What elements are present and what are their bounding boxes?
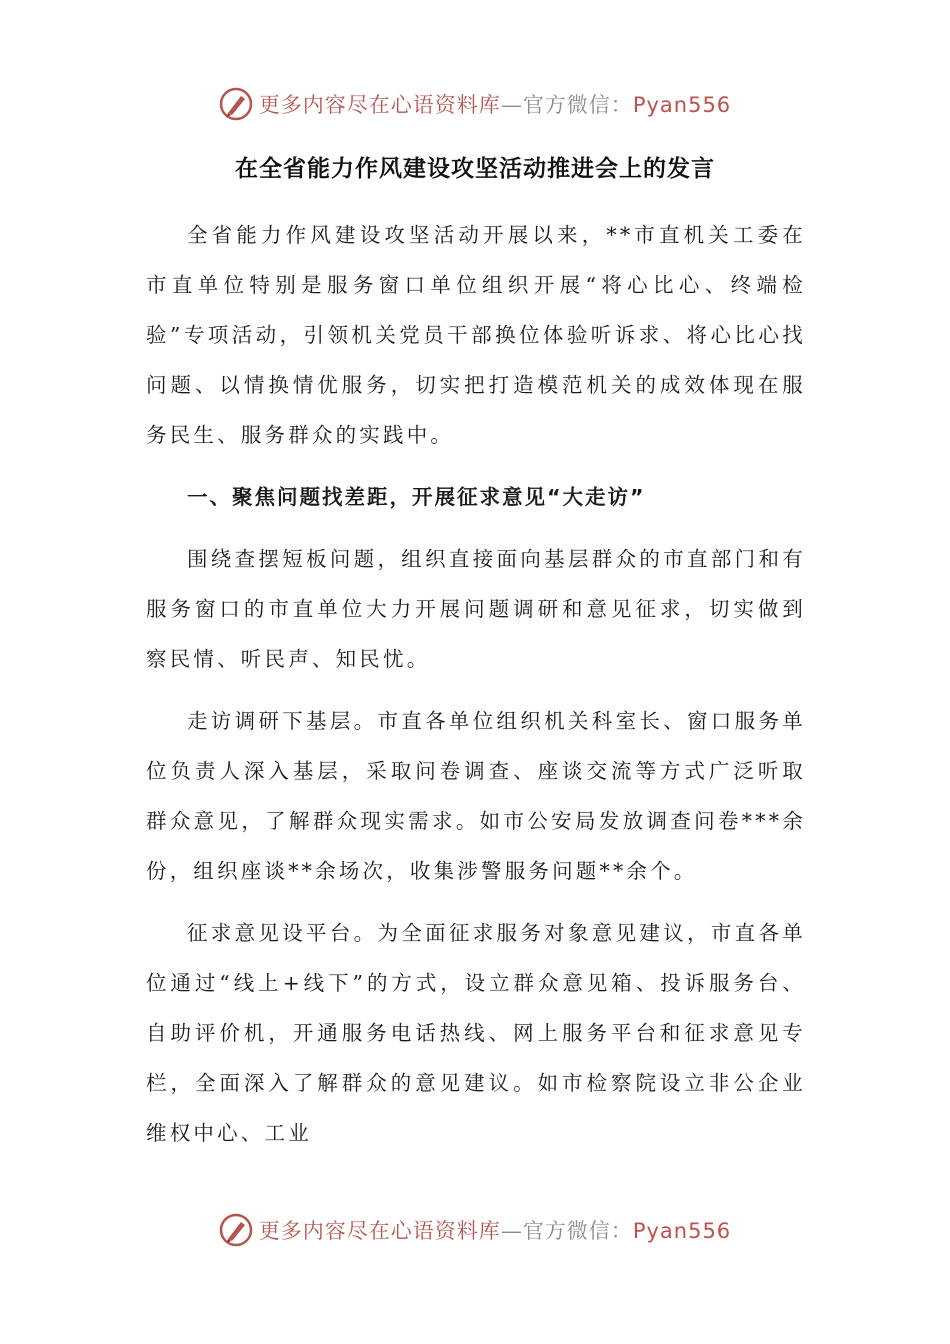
body-paragraph: 走访调研下基层。市直各单位组织机关科室长、窗口服务单位负责人深入基层，采取问卷调查、座谈交流等方式广泛听取群众意见，了解群众现实需求。如市公安局发放调查问卷***余份，组织座谈**余场次，收集涉警服务问题**余个。 bbox=[146, 709, 806, 883]
watermark-dash: — bbox=[500, 1219, 523, 1243]
header-watermark bbox=[0, 84, 950, 124]
watermark-account-label: 官方微信： bbox=[522, 1219, 633, 1243]
footer-watermark bbox=[0, 1210, 950, 1250]
watermark-dash: — bbox=[500, 93, 523, 117]
body-paragraph: 全省能力作风建设攻坚活动开展以来，**市直机关工委在市直单位特别是服务窗口单位组织开展“将心比心、终端检验”专项活动，引领机关党员干部换位体验听诉求、将心比心找问题、以情换情优服务，切实把打造模范机关的成效体现在服务民生、服务群众的实践中。 bbox=[146, 223, 806, 447]
watermark-text bbox=[259, 89, 731, 119]
pen-logo-icon bbox=[219, 1213, 253, 1247]
document-body bbox=[146, 210, 806, 1170]
watermark-brand: 更多内容尽在心语资料库 bbox=[258, 93, 501, 117]
watermark-text bbox=[259, 1215, 731, 1245]
watermark-account-label: 官方微信： bbox=[522, 93, 633, 117]
watermark-account-id: Pyan556 bbox=[632, 1219, 732, 1243]
section-heading: 一、聚焦问题找差距，开展征求意见“大走访” bbox=[187, 485, 646, 509]
body-paragraph: 征求意见设平台。为全面征求服务对象意见建议，市直各单位通过“线上+线下”的方式，设立群众意见箱、投诉服务台、自助评价机，开通服务电话热线、网上服务平台和征求意见专栏，全面深入了解群众的意见建议。如市检察院设立非公企业维权中心、工业 bbox=[146, 921, 806, 1145]
document-title: 在全省能力作风建设攻坚活动推进会上的发言 bbox=[235, 156, 715, 182]
body-paragraph: 围绕查摆短板问题，组织直接面向基层群众的市直部门和有服务窗口的市直单位大力开展问题调研和意见征求，切实做到察民情、听民声、知民忧。 bbox=[146, 547, 806, 671]
pen-logo-icon bbox=[219, 87, 253, 121]
watermark-account-id: Pyan556 bbox=[632, 93, 732, 117]
watermark-brand: 更多内容尽在心语资料库 bbox=[258, 1219, 501, 1243]
